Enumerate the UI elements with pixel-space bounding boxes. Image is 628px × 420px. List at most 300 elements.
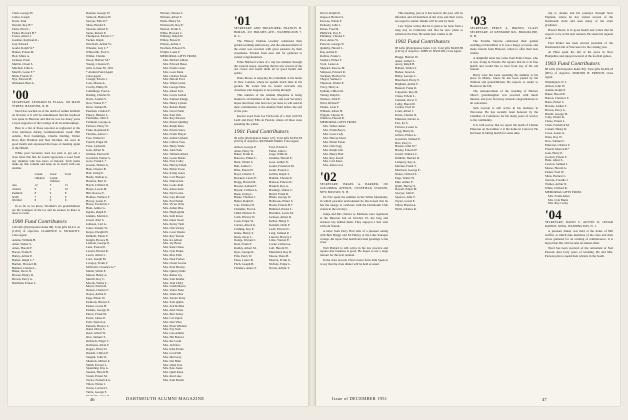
list-item: Spencer, John T. <box>395 196 416 200</box>
list-item: Mrs. Kirk Evans <box>163 347 184 351</box>
table-cell: 0 <box>49 198 52 203</box>
list-item: Mrs. Neal Forbes <box>163 258 185 262</box>
list-item: Mrs. Owen Grover <box>163 262 187 265</box>
table-cell: Paddock <box>12 190 23 195</box>
list-item: Lane, Everett P. <box>86 246 106 250</box>
list-item: Goodwin, Samuel E. <box>395 137 421 141</box>
table-cell: Smith <box>12 194 19 199</box>
table-cell: Jenkins <box>12 186 21 191</box>
list-item: Mrs. Jay Berry <box>163 242 182 246</box>
list-item: Haines, Edson M. <box>12 51 35 55</box>
list-item: Barker, Israel A. <box>395 71 416 75</box>
list-item: Dudley, Albert M. <box>234 247 257 251</box>
list-item: Mrs. Leon Dana <box>163 70 184 74</box>
list-item: Mrs. Ike Cram <box>163 340 182 344</box>
list-item: White, Howard C. <box>160 31 183 35</box>
paragraph: Lew Taylor writes that he is glad to be back from a long stay in California and that he now plans to remain in the East. He sends best wishes to all. <box>395 23 463 36</box>
class-secretary-heading: SECRETARY AND TREASURER, FRANCIS H. HORAN, 215 HOLMES AVE., WASHINGTON 7, D. C. <box>234 26 302 38</box>
list-item: Towle, Lucius D. <box>86 387 108 390</box>
list-item: Gould, Ralph W.* <box>12 47 35 51</box>
list-item: Moody, Walter L. <box>86 281 108 285</box>
list-item: Bacon, Frank E. <box>12 250 33 254</box>
list-item: Spaulding, Ray A. <box>86 367 109 371</box>
list-item: Clement, Oscar T. <box>395 98 418 102</box>
table-cell: 2 <box>49 194 52 199</box>
table-header: Total <box>64 171 72 176</box>
list-item: Foster, Albert J. <box>12 35 32 39</box>
list-item: Little, Warren E. <box>269 239 290 243</box>
list-item: Gale, Albert N. <box>86 148 105 152</box>
list-item: Mrs. Quill Kane <box>163 371 184 375</box>
table-cell: 8 <box>34 190 37 195</box>
list-item: Rice, Samuel T. <box>86 336 106 340</box>
list-item: Stevens, Freddie J. <box>545 178 569 182</box>
list-item: Wood, Herbert M.* <box>86 58 111 62</box>
list-item: Mrs. Kent Chase <box>163 246 184 250</box>
list-item: Cram, Albert J. <box>395 110 414 114</box>
list-item: Hatch, Clifford D. <box>86 183 109 187</box>
list-item: Mrs. Carl Knox <box>323 160 343 164</box>
list-item: Hanson, Edward L. <box>269 180 294 184</box>
list-item: Morton, Frank G. <box>269 258 291 262</box>
class-notes <box>470 40 538 136</box>
list-item: Brigham, Arthur F. <box>395 82 419 86</box>
list-item: Mrs. Henry Hall <box>323 152 344 156</box>
list-item: Quint, Harvey S. <box>395 184 416 188</box>
list-item: Mrs. John York <box>163 148 183 152</box>
list-item: Mrs. Jed Dow <box>163 344 181 348</box>
list-item: Young, Clarence E. <box>86 62 111 66</box>
list-item: Mrs. Lyle Drake <box>163 250 184 254</box>
list-item: Fellows, Harry W. <box>86 125 109 129</box>
list-item: Bixby, George C. <box>395 75 417 79</box>
table-cell: Worthen <box>12 198 23 203</box>
list-item: Barrows, Elmer L. <box>234 157 258 161</box>
list-item: Mrs. Ernest Quimby <box>163 121 189 125</box>
list-item: Osgood, Herbert S. <box>320 15 344 19</box>
table-row <box>12 199 80 203</box>
list-item: Jewell, Wallace C. <box>395 153 418 157</box>
page-number: 47 <box>542 397 547 402</box>
list-item: Mrs. Harvey Drew <box>323 137 347 140</box>
list-item: Hastings, Walter C. <box>269 188 294 192</box>
list-item: MEMORIAL GIFTS FROM: <box>545 190 582 194</box>
paragraph: A pleasant dinner was held at the home of Bill Griffin, at which nine members of the class and their wives gathered for an evening of reminiscence. It is hoped that this will become an annual affair. <box>545 229 613 246</box>
list-item: Dean, Oscar L. <box>234 235 253 239</box>
list-item: Farnham, George A. <box>86 121 112 125</box>
list-item: Frost, Lyman R. <box>86 144 107 148</box>
list-item: Flanders, Amos T. <box>234 266 257 270</box>
list-item: Lawton, Samuel J. <box>545 163 569 167</box>
list-item: Durrell, Roy B.* <box>12 23 33 27</box>
list-item: Mrs. Guy Morton <box>163 195 185 199</box>
list-item: MEMORIAL GIFTS FROM: <box>320 121 357 125</box>
names-list <box>12 12 80 86</box>
list-item: Rowell, Edgar M. <box>395 188 418 192</box>
class-notes <box>545 29 613 59</box>
list-item: Cross, Lester A. <box>545 132 565 136</box>
list-item: French, Edgar M. <box>86 140 108 144</box>
list-item: Mrs. Bert Tobey <box>163 312 184 316</box>
class-notes <box>12 110 80 171</box>
list-item: Burke, Thomas J. <box>234 196 256 200</box>
list-item: Paddock, Burton S. <box>86 301 111 305</box>
list-item: Lord, Joseph M. <box>86 258 107 262</box>
list-item: Mrs. Dan Viles <box>163 320 182 324</box>
list-item: Mrs. Mel Gray <box>163 355 182 359</box>
list-item: MEMORIAL GIFTS FROM: <box>160 54 197 58</box>
list-item: Mrs. Elmer Eaton <box>323 140 346 144</box>
table-cell: Aus. <box>12 183 18 188</box>
list-item: Hamlin, Charles P. <box>269 176 293 180</box>
paragraph: Al Hunt spent the fall at his place in New Hampshire and enjoyed several of the football games. <box>545 49 613 58</box>
list-item: Ellis, Perry W. <box>234 255 253 259</box>
list-item: Mrs. Edward Bates <box>163 62 187 66</box>
list-item: Bell, Arthur C. <box>234 165 253 169</box>
fund-1903-title: 1903 Fund Contributors <box>545 61 600 68</box>
list-item: Cummings, Fred A. <box>86 90 111 94</box>
list-item: Weeks, Leon F. <box>320 105 340 109</box>
list-item: Hinds, George W. <box>269 196 292 200</box>
list-item: Mrs. Edwin Snow <box>163 129 186 133</box>
paragraph: Ernie Hubbard writes of a trip last summer through the western states, reporting that he saw several of the old crowd and found them all in good health and spirits. <box>234 59 302 76</box>
paragraph: Here is a list of those reported as registered at the class luncheon during Commencement week: Bill Adams, Fred Cummings, Charlie Darling, Walter Dow, Bert Harmon and Ned Worthen. All were in good health and expressed the hope of meeting again at the fiftieth. <box>12 126 80 150</box>
class-secretary-heading: SECRETARY, DAVID S. AUSTIN II, CEDAR RAPIDS, IOWA. WASHINGTON, N. J. <box>545 220 613 229</box>
paragraph: This number of the Alumni Magazine is being mailed to all members of the class, and your Secretary hopes that those who have not yet done so will send in their contributions to the Alumni Fund before the end of the year. <box>234 93 302 113</box>
list-item: Fitch, Joseph H. <box>234 262 255 266</box>
list-item: Bragg, Harold M. <box>234 180 256 184</box>
fund-1902-names <box>395 56 463 212</box>
list-item: Mrs. Xavier Perry <box>163 297 186 301</box>
grandchildren-table <box>12 173 80 203</box>
list-item: Mrs. Dana Swett <box>163 219 184 223</box>
list-item: Gilman, Edward P. <box>86 152 110 156</box>
list-item: Wiggin, Chester D. <box>320 113 344 117</box>
list-item: Corliss, Fred W. <box>395 106 416 110</box>
list-item: Thurston, Walter E. <box>320 82 345 86</box>
list-item: Sanders, Elmer T. <box>320 58 343 62</box>
list-item: Baker, Frank R. <box>234 153 254 157</box>
list-item: Mrs. Louis Judd <box>163 183 184 187</box>
table-cell: 1 <box>49 186 52 191</box>
list-item: Cook, Edgar W. <box>234 219 254 223</box>
list-item: Robinson, Allan F. <box>86 344 110 348</box>
table-cell: 10 <box>64 186 68 191</box>
fund-1901-title: 1901 Fund Contributors <box>234 129 289 136</box>
list-item: Chase, Edwin L. <box>395 94 416 98</box>
list-item: Mrs. Lewis Jordan <box>163 94 187 98</box>
list-item: Emerson, Charles T. <box>545 143 571 147</box>
list-item: Wardwell, Arthur W. <box>86 43 112 47</box>
list-item: Mason, Henry A. <box>86 273 108 277</box>
list-item: Mrs. Zeb Rollins <box>163 304 185 308</box>
list-item: Davis, Paul <box>12 19 27 23</box>
list-item: Pike, Arthur E. <box>395 180 414 184</box>
fund-1901-names <box>234 146 302 271</box>
class-numeral-1901: '01 <box>234 13 251 28</box>
list-item: Olmstead, Burt A. <box>12 82 35 86</box>
list-item: Bliss, Ernest H. <box>234 169 254 173</box>
list-item: Bryant, Clifford A. <box>234 188 258 192</box>
list-item: Mrs. Clifton Vose <box>163 140 185 144</box>
list-item: Porter, James E. <box>86 316 106 320</box>
list-item: Page, Walter H. <box>395 176 415 180</box>
list-item: Brackett, Lewis E. <box>234 176 258 180</box>
list-item: Fisher, Howard B.* <box>12 31 37 35</box>
list-item: Mrs. Otis Fogg <box>323 144 342 148</box>
list-item: Wilson, Arthur J. <box>160 43 182 47</box>
list-item: Locke, Clinton A. <box>269 243 292 247</box>
list-item: Mrs. Fred Colby <box>163 160 184 164</box>
paragraph: Harold Morse is in good health and writes that he expects to be at the next reunion. He sends his regards to all. <box>545 27 613 40</box>
list-item: Avery, Ralph H. <box>395 63 416 67</box>
list-item: Scott, Lester A. <box>320 62 340 66</box>
names-column <box>234 146 267 271</box>
list-item: Hayes, Lewis M. <box>86 187 108 191</box>
list-item: Hutchins, Lewis M. <box>269 212 294 216</box>
list-item: Crosby, Philip H. <box>86 86 108 90</box>
list-item: Child, Herbert N. <box>234 212 256 216</box>
list-item: Hovey, Lester E. <box>86 199 107 203</box>
list-item: Griffin, Ralph T. <box>269 173 290 177</box>
list-item: Ingalls, Ralph E. <box>86 211 107 215</box>
list-item: * Alumni Fund Agent <box>86 70 113 74</box>
list-item: Mrs. Hal Brewer <box>163 336 184 340</box>
list-item: Mrs. Warren Ide <box>163 179 184 183</box>
list-item: Tucker, Ralph <box>86 39 104 43</box>
closing-paragraph: In so far as we know, Worthen's six grandchildren are the youngest of the lot, and he assures us there is more to come. <box>12 203 80 216</box>
list-item: Keyes, Dwight H. <box>86 230 109 234</box>
list-item: Fairbanks, John T. <box>86 117 109 121</box>
right-col-3 <box>470 12 538 396</box>
list-item: Fiske, Raymond E. <box>86 129 110 133</box>
left-col-2 <box>86 12 154 396</box>
list-item: Davis, Leland S. <box>86 97 107 101</box>
list-item: Buck, Irving L. <box>234 192 254 196</box>
list-item: Fletcher, Amos C. <box>86 133 109 137</box>
list-item: Putnam, Horace L. <box>86 324 110 328</box>
list-item: Jackson, Albert R. <box>269 215 292 219</box>
page-footer: DARTMOUTH ALUMNI MAGAZINE <box>126 396 205 401</box>
list-item: Bailey, Arthur P. <box>12 254 33 258</box>
list-item: Webster, Albert T. <box>160 15 183 19</box>
names-column <box>269 146 302 271</box>
list-item: Cushing, Roy P. <box>234 227 254 231</box>
paragraph: A letter from Perry Hart tells of a pleasant outing with Bert Briggs and Ed Hurley at the Lake Sunapee cottage. All report fine health and send greetings to the class. <box>320 228 388 245</box>
list-item: Sawyer, John F. <box>395 192 415 196</box>
list-item: Whitney, Ralph D. <box>160 35 184 39</box>
list-item: Jones, Stanley W. <box>86 226 108 230</box>
list-item: Burnham, Ernest L. <box>12 282 37 286</box>
table-header: Grand-children <box>34 171 45 180</box>
list-item: Baker, Harold E. <box>545 93 566 97</box>
list-item: Taylor, Lewis E. <box>395 200 416 204</box>
class-notes <box>320 196 388 267</box>
list-item: Mrs. Lon Flint <box>163 351 182 355</box>
list-item: Mrs. Saul Kidder <box>163 277 185 281</box>
list-item: Mrs. Albert Ives <box>163 90 184 94</box>
list-item: Poor, Amos W. <box>320 39 339 43</box>
list-item: Parker, Lewis H. <box>86 304 107 308</box>
list-item: French, Morton B.* <box>545 147 570 151</box>
list-item: Buzzell, Frank D. <box>395 86 417 90</box>
list-item: Mrs. Amos Low <box>323 164 344 168</box>
fund-1901-summary: 99 Gifts (Participation Index 127). Total gifts $2,952.83 (104%) of objective. RICHARD WARD, Class Agent. <box>234 135 302 144</box>
list-item: Ray, Arthur E. <box>320 51 338 55</box>
list-item: Mrs. Robert Mann <box>163 105 186 109</box>
list-item: Estes, Lester B. <box>234 258 254 262</box>
list-item: Harmon, Bert O. <box>86 179 107 183</box>
list-item: Abbott, George P. <box>234 145 257 149</box>
paragraph: In the class records I find a letter from John Spencer to say that the class dinner will be held as usual. <box>320 258 388 267</box>
list-item: Mrs. Harry Wade <box>163 144 185 148</box>
table-header: Great Grand-children <box>49 171 60 184</box>
list-item: Heald, Frank D. <box>269 192 289 196</box>
list-item: Adams, Ralph P. <box>545 89 566 93</box>
list-item: Shattuck, Milton P. <box>86 359 110 363</box>
list-item: Rounds, George W. <box>86 12 111 15</box>
list-item: Quimby, Harold L. <box>320 47 344 51</box>
list-item: Tracy, Harry A. <box>320 86 340 90</box>
list-item: Brown, Percy A. <box>545 108 566 112</box>
list-item: Jewett, Paul S. <box>86 219 105 223</box>
list-item: Barker, Ralph C.* <box>12 258 35 262</box>
list-item: Norris, Arthur T. <box>269 266 290 270</box>
list-item: Sargent, John W. <box>86 355 107 359</box>
list-item: Mrs. Harvey Dunn <box>163 164 187 168</box>
list-item: Mrs. Pratt Hersey <box>163 265 185 269</box>
list-item: Lull, Harold W. <box>269 247 289 251</box>
list-item: Ladd, Edward C. <box>269 227 291 231</box>
class-numeral-1900: '00 <box>12 87 29 103</box>
list-item: Hardy, Nathan G. <box>86 176 108 180</box>
list-item: Wells, Henry M. <box>160 19 181 23</box>
list-item: Mrs. Samuel Knapp <box>163 97 188 101</box>
list-item: Colby, Harold P. <box>395 102 416 106</box>
list-item: Tilton, Walter J. <box>86 383 106 387</box>
list-item: Hunt, Albert L. <box>545 159 564 163</box>
list-item: Mrs. Amos Kent <box>163 187 184 191</box>
list-item: Ames, Harold F. <box>12 246 33 250</box>
left-col-3 <box>160 12 228 396</box>
paragraph: Sam Lawton is still active in his business in Worcester. He has recently been honored by the Chamber of Commerce for his many years of service to the community. <box>470 106 538 122</box>
class-numeral-1903: '03 <box>470 13 487 28</box>
list-item: Darling, Charles W. <box>86 94 111 98</box>
table-cell: 6 <box>64 198 67 203</box>
list-item: Gordon, Edwin F. <box>545 155 568 159</box>
list-item: Noyes, Arthur P. <box>86 293 107 297</box>
table-cell: 12 <box>34 183 38 188</box>
list-item: Class Agent <box>86 74 101 78</box>
list-item: Mrs. Lester Burns <box>163 156 186 160</box>
list-item: Plummer, Charles T. <box>320 35 346 39</box>
table-cell: 3 <box>49 183 52 188</box>
list-item: Swain, Ernest M. <box>86 375 108 379</box>
list-item: Sawyer, Ellis D.* <box>86 19 108 23</box>
paragraph: Word has reached us of the death of Arthur Kimball on October 4. It will be remembered that his boyhood was spent in Hanover and that he was for many years a loyal supporter of the College in all its undertakings. <box>12 109 80 126</box>
list-item: Mrs. Charles Eaton <box>163 74 187 78</box>
right-col-4 <box>545 12 613 396</box>
list-item: Mrs. Frank Ames <box>548 194 570 198</box>
list-item: Olcott, Ralph D. <box>320 12 341 15</box>
list-item: Simpson, Edward R. <box>320 70 346 74</box>
paragraph: Ira Farr spent the summer in the White Mountains, in which peaceful environment he discovered that he has the energy to celebrate with the Dartmouth Club events in the old days. <box>320 195 388 211</box>
list-item: Ford, Edwin S. <box>269 145 288 149</box>
list-item: Wells, Charles R. <box>395 207 417 211</box>
paragraph: The History Fashion recently celebrated their golden wedding anniversary, and the announcement of the event was received with great pleasure by their classmates. Friends from near and far gathered to extend congratulations. <box>234 38 302 59</box>
list-item: Mrs. Otis Varney <box>163 226 185 230</box>
list-item: Hubbard, Ernest L. <box>269 208 293 212</box>
class-secretary-heading: SECRETARY, ISRAEL A. BARKER, 130 GOLUMBIA AVENUE, LYNNFIELD STATION, NEW BOSTON, N. H. <box>320 182 388 194</box>
table-header-row <box>12 173 80 184</box>
list-item: Horan, Francis H.* <box>269 204 293 208</box>
list-item: Walker, Arthur N. <box>545 182 568 186</box>
list-item: Hart, Perry L. <box>395 141 413 145</box>
list-item: Glidden, Harold E. <box>269 157 293 161</box>
right-col-1 <box>320 12 388 396</box>
fund-1903-names <box>545 81 613 206</box>
list-item: Pierce, Frank M. <box>86 312 107 316</box>
list-item: Gardner, Raymond L. <box>12 39 40 43</box>
list-item: Russell, Clifton E. <box>86 351 109 355</box>
names-list <box>86 12 154 78</box>
list-item: Marden, Frank T. <box>395 165 417 168</box>
paragraph: Word has been received of the retirement of Ned Parsons after forty years of teaching. He and Mrs. Parsons plan to spend their winters in the South. <box>545 246 613 259</box>
list-item: Morrill, Lester T.* <box>12 70 35 74</box>
list-item: Mrs. Victor Orne <box>163 203 185 207</box>
list-item: Upham, Clifford P. <box>320 90 344 94</box>
list-item: Prescott, George N. <box>320 43 345 47</box>
list-item: Bowles, Arthur T. <box>545 104 568 108</box>
list-item: Mrs. Gus Adams <box>163 332 184 336</box>
list-item: Cutler, Joseph <box>12 15 30 19</box>
list-item: Peabody, John L. <box>320 23 342 27</box>
list-item: Mrs. Seth Rowe <box>163 215 184 219</box>
list-item: Nims, Francis E. <box>12 74 33 78</box>
list-item: Gifts to June 30, 1951 <box>86 66 114 70</box>
list-item: Moore, Dana B. <box>269 255 289 259</box>
right-page <box>316 6 620 406</box>
list-item: Thompson, Edwin C.* <box>86 35 115 39</box>
names-list <box>160 12 228 383</box>
list-item: Mrs. Leon Cady <box>323 133 344 137</box>
list-item: Hall, Irving E. <box>86 172 104 176</box>
left-page <box>8 6 308 406</box>
list-item: Abbott, John W. <box>545 85 566 89</box>
list-item: Jenkins, Martin C. <box>86 215 109 219</box>
list-item: Barton, Clarence F. <box>545 96 569 100</box>
list-item: Pratt, Warren A. <box>86 320 106 324</box>
right-col-2 <box>395 12 463 396</box>
list-item: Cady, Walter R. <box>545 116 565 120</box>
list-item: Page, Elmer W. <box>86 297 106 301</box>
list-item: Butler, Ralph E. <box>234 200 254 204</box>
class-notes-continued <box>395 12 463 37</box>
paragraph: Dana Moore is enjoying his retirement at his home in New London, where he spends much time in his garden. He writes that he would welcome any classmate who happens to be passing through. <box>234 76 302 93</box>
list-item: Mrs. Harold Ford <box>163 78 185 82</box>
list-item: Allen, Harry W. <box>234 149 254 153</box>
list-item: Knight, Horace B. <box>86 238 109 242</box>
fund-1900-title: 1900 Fund Contributors <box>12 218 67 225</box>
list-item: Mansfield, Roy D. <box>269 251 293 255</box>
fund-1900-names <box>12 239 80 286</box>
paragraph: Walt Ballard is still active in his law practice and reports that business is good. He hopes to see a large turnout for the next reunion. <box>320 245 388 258</box>
list-item: Taylor, Frederick G. <box>86 379 112 383</box>
list-item: Morse, Edwin R. <box>86 285 108 289</box>
list-item: Parsons, Walter F. <box>320 19 343 23</box>
list-item: Mrs. Roy Yeaton <box>163 234 184 238</box>
list-item: Emmons, Dexter A. <box>395 118 420 122</box>
